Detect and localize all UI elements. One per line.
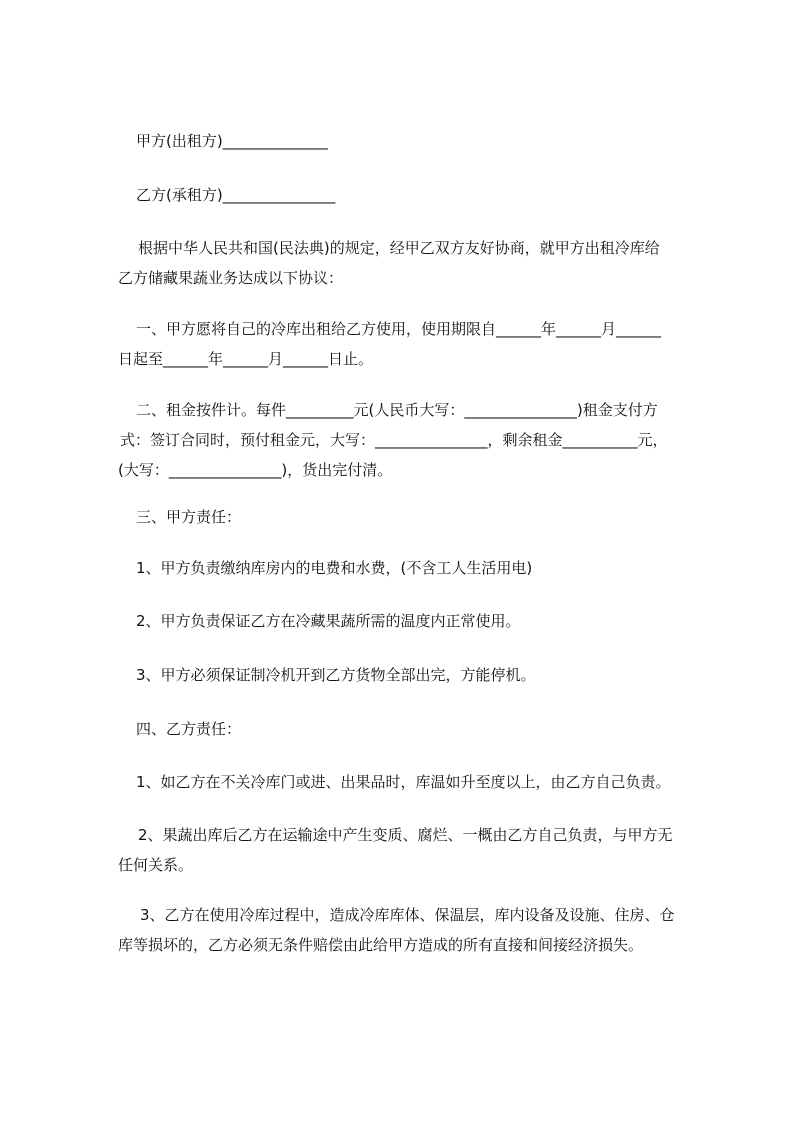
section-3-title [136,502,718,532]
clause-1-line-2: 日起至______年______月______日止。 [118,350,374,368]
intro-line-1: 根据中华人民共和国(民法典)的规定，经甲乙双方友好协商，就甲方出租冷库给 [138,239,660,257]
clause-2-line-1: 二、租金按件计。每件_________元(人民币大写：_______________)租金支付方 [136,401,658,419]
a-duty-2-text: 2、甲方负责保证乙方在冷藏果蔬所需的温度内正常使用。 [136,612,521,630]
a-duty-1 [136,553,718,583]
b-duty-1-text: 1、如乙方在不关冷库门或进、出果品时，库温如升至度以上，由乙方自己负责。 [136,773,671,791]
b-duty-3-line-2: 库等损坏的，乙方必须无条件赔偿由此给甲方造成的所有直接和间接经济损失。 [118,936,644,954]
section-4-title [136,714,718,744]
a-duty-2 [136,606,718,636]
intro-paragraph [118,233,700,293]
party-b-line [136,180,718,210]
a-duty-1-text: 1、甲方负责缴纳库房内的电费和水费，(不含工人生活用电) [136,559,533,577]
clause-2 [118,395,700,485]
b-duty-1 [136,767,718,797]
b-duty-2-line-1: 2、果蔬出库后乙方在运输途中产生变质、腐烂、一概由乙方自己负责，与甲方无 [138,826,673,844]
a-duty-3-text: 3、甲方必须保证制冷机开到乙方货物全部出完，方能停机。 [136,666,536,684]
a-duty-3 [136,660,718,690]
clause-1 [118,314,700,374]
clause-1-line-1: 一、甲方愿将自己的冷库出租给乙方使用，使用期限自______年______月______ [136,320,662,338]
clause-2-line-3: (大写：_______________)，货出完付清。 [118,461,393,479]
b-duty-3 [118,900,700,960]
b-duty-3-line-1: 3、乙方在使用冷库过程中，造成冷库库体、保温层，库内设备及设施、住房、仓 [140,906,675,924]
section-3-title-text: 三、甲方责任： [136,508,242,526]
b-duty-2 [118,820,700,880]
intro-line-2: 乙方储藏果蔬业务达成以下协议： [118,269,344,287]
section-4-title-text: 四、乙方责任： [136,720,242,738]
party-a-line [136,126,718,156]
b-duty-2-line-2: 任何关系。 [118,856,194,874]
clause-2-line-2: 式：签订合同时，预付租金元，大写：_______________，剩余租金__________元， [120,431,668,449]
party-b-text: 乙方(承租方)_______________ [136,186,336,204]
party-a-text: 甲方(出租方)______________ [136,132,328,150]
